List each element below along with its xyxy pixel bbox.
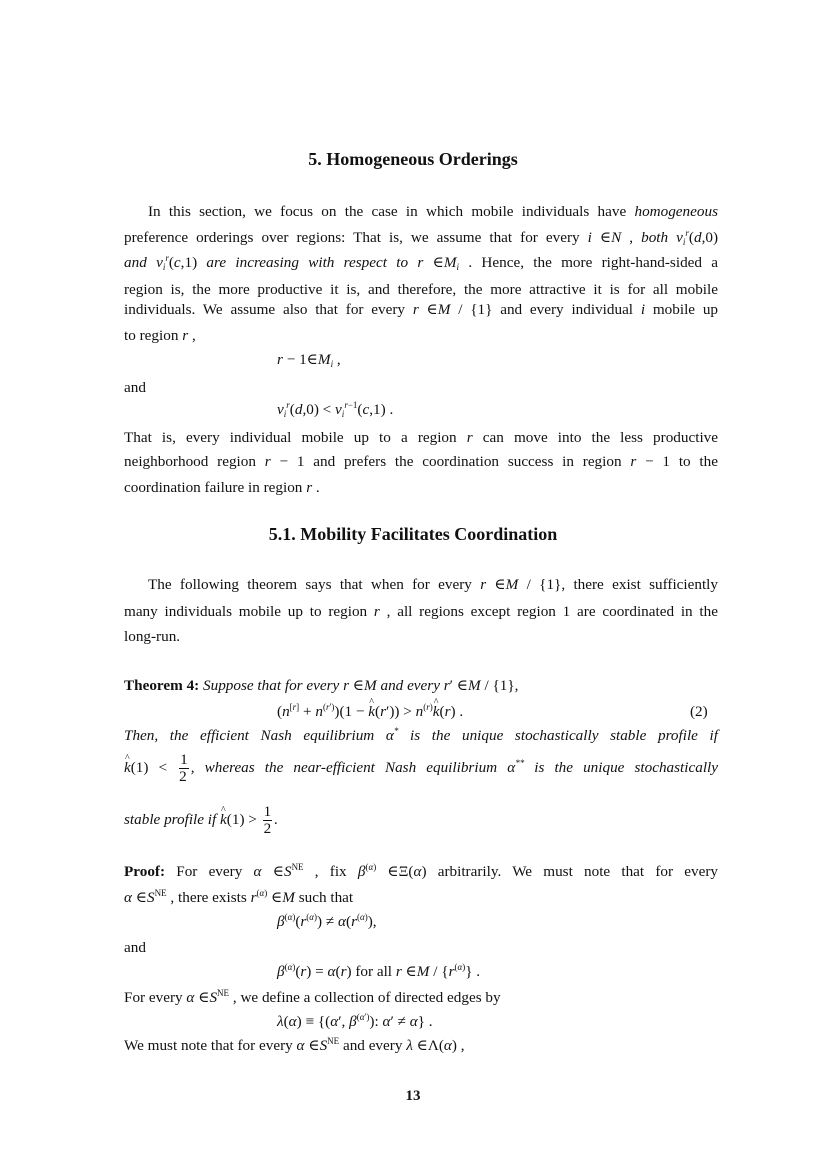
page-number: 13 [405, 1088, 421, 1104]
proof-line: α $\in S^{NE}$ , there exists $r^{(\alpha)}$ ∈M such that [124, 888, 354, 906]
para-line: coordination failure in region r . [124, 479, 320, 496]
equation: $\beta^{(\alpha)}(r) = \alpha(r)$ for all r ∈M / $\{r^{(\alpha)}\}$ . [277, 962, 481, 980]
equation-number: (2) [690, 703, 708, 720]
theorem-label: Theorem 4: [124, 677, 200, 694]
para-line: long-run. [124, 628, 181, 645]
proof-line: For every α $\in S^{NE}$ , we define a collection of directed edges by [124, 988, 501, 1006]
theorem-line: Theorem 4: Suppose that for every r ∈M and every r′ ∈M / {1}, [124, 677, 519, 694]
proof-line: Proof: For every α $\in S^{NE}$ , fix $\beta^{(\alpha)}$ ∈Ξ(α) arbitrarily. We must note that for every [124, 862, 718, 880]
equation: λ(α) ≡ {(α′, $\beta^{(\alpha')}$): α′ ≠ α} . [277, 1012, 433, 1030]
para-line: and $v_i^r(c,1)$ are increasing with respect to r $\in M_i$ . Hence, the more right-hand-sided a [124, 253, 719, 272]
para-line: neighborhood region r − 1 and prefers the coordination success in region r − 1 to the [124, 453, 718, 470]
para-line: region is, the more productive it is, and therefore, the more attractive it is for all mobile [124, 281, 718, 298]
para-line: many individuals mobile up to region r , all regions except region 1 are coordinated in the [124, 603, 718, 620]
para-line: That is, every individual mobile up to a region r can move into the less productive [124, 429, 719, 446]
and-text: and [124, 379, 146, 396]
equation: $v_i^r(d,0) < v_i^{r-1}(c,1)$ . [277, 400, 394, 419]
theorem-line: Then, the efficient Nash equilibrium α* is the unique stochastically stable profile if [124, 726, 718, 744]
subsection-title: 5.1. Mobility Facilitates Coordination [268, 524, 558, 544]
theorem-line: ^ k(1) < $\frac{1}{2}$ , whereas the near-efficient Nash equilibrium α** is the unique stochastically [124, 752, 718, 785]
and-text: and [124, 939, 146, 956]
equation: $(n[r] + n^{(r')})(1$ − ^ $k(r')) > n^{(r)}\^{}$ k(r) . [277, 702, 463, 722]
equation: $r - 1\in M_i$ , [277, 351, 341, 369]
proof-label: Proof: [124, 863, 166, 880]
para-line: individuals. We assume also that for every r ∈M / {1} and every individual i mobile up [124, 301, 719, 318]
para-line: preference orderings over regions: That is, we assume that for every i ∈N , both $v_i^r(d,0)$ [124, 228, 719, 247]
section-title: 5. Homogeneous Orderings [308, 149, 518, 169]
theorem-line: stable profile if ^ k(1) > $\frac{1}{2}$ . [124, 804, 278, 837]
proof-line: We must note that for every α $\in S^{NE}$ and every λ ∈Λ(α) , [124, 1036, 465, 1054]
para-line: to region r , [124, 327, 196, 344]
para-line: In this section, we focus on the case in which mobile individuals have homogeneous [148, 203, 718, 220]
para-line: The following theorem says that when for every r ∈M / {1}, there exist sufficiently [148, 576, 718, 593]
equation: $\beta^{(\alpha)}(r^{(\alpha)}) \ne \alpha(r^{(\alpha)})$, [277, 912, 377, 930]
